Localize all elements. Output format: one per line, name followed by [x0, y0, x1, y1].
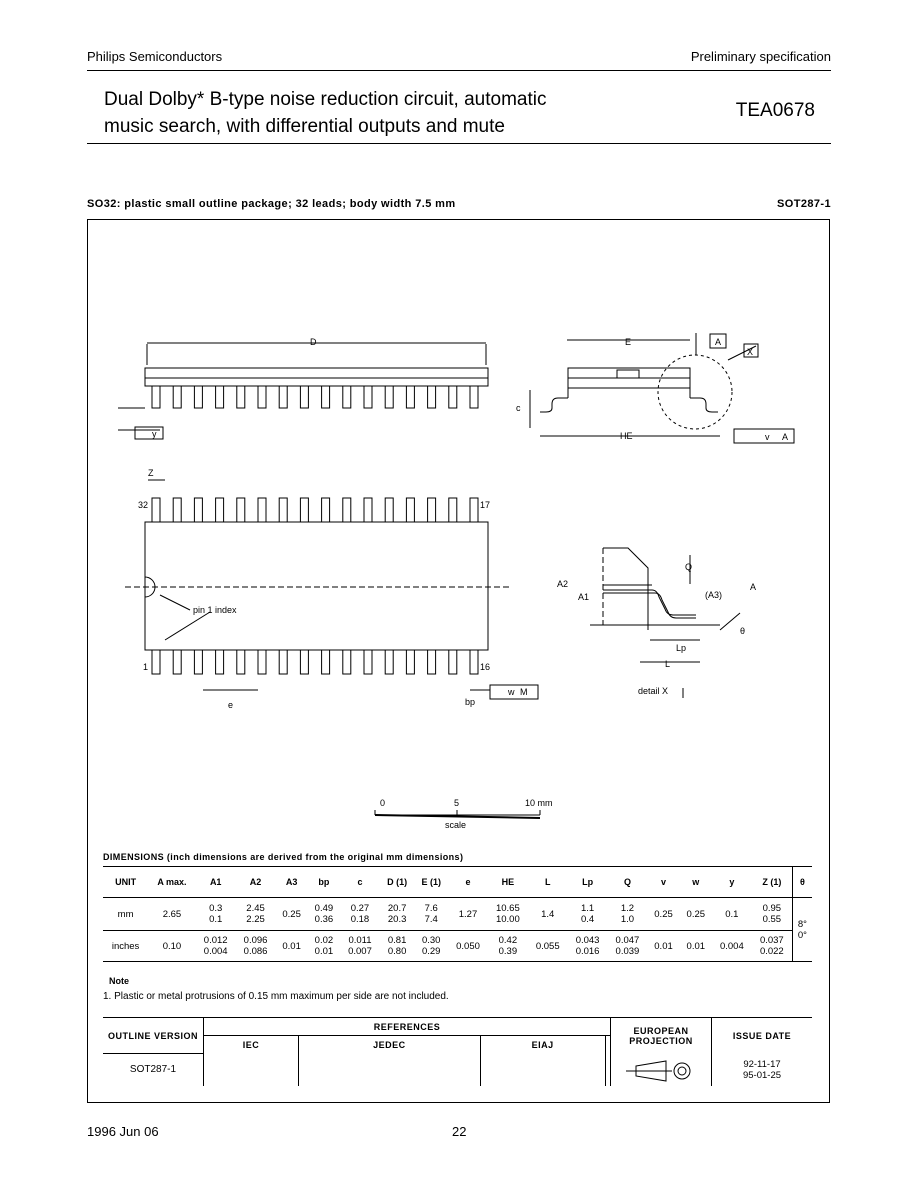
cell-a2-max: 2.45: [246, 903, 265, 914]
top-lead-lower: [300, 650, 308, 674]
cell-bp-min: 0.01: [314, 946, 334, 957]
dim-bp-label: bp: [465, 697, 476, 707]
note-heading: Note: [109, 976, 129, 986]
cell-bp-max: 0.49: [314, 903, 334, 914]
cell-a2-max: 0.096: [243, 935, 268, 946]
cell-q-max: 0.047: [615, 935, 640, 946]
dim-e-pitch-label: e: [228, 700, 234, 710]
cell-q: [608, 931, 648, 962]
table-row: [103, 931, 812, 962]
page-number: 22: [452, 1124, 467, 1139]
top-view: [125, 480, 538, 699]
dim-q-label: Q: [685, 562, 693, 572]
top-lead-upper: [300, 498, 308, 522]
col-z: Z (1): [752, 867, 793, 898]
cell-a1: [196, 898, 236, 931]
cell-z-max: 0.95: [762, 903, 782, 914]
projection-cell: [611, 1054, 712, 1086]
outline-version-header: OUTLINE VERSION: [103, 1018, 204, 1054]
side-lead: [152, 386, 160, 408]
cell-c-max: 0.27: [350, 903, 370, 914]
side-lead: [470, 386, 478, 408]
cell-e-pitch: 0.050: [448, 931, 488, 962]
cell-q-max: 1.2: [620, 903, 635, 914]
eiaj-header: EIAJ: [480, 1036, 605, 1054]
cell-he-min: 0.39: [498, 946, 518, 957]
top-lead-upper: [194, 498, 202, 522]
cell-bp: [308, 931, 340, 962]
top-lead-upper: [428, 498, 436, 522]
cell-a2-min: 0.086: [243, 946, 268, 957]
cell-c-min: 0.18: [350, 914, 370, 925]
cell-lp: [568, 931, 608, 962]
cell-unit: mm: [103, 898, 148, 931]
cell-lp: [568, 898, 608, 931]
col-y: y: [712, 867, 752, 898]
top-lead-lower: [343, 650, 351, 674]
tolerance-v-label: v: [765, 432, 770, 442]
side-lead: [216, 386, 224, 408]
dimensions-title: DIMENSIONS (inch dimensions are derived from the original mm dimensions): [103, 852, 464, 862]
side-lead: [406, 386, 414, 408]
detail-x: [590, 548, 740, 698]
top-lead-lower: [449, 650, 457, 674]
side-lead: [173, 386, 181, 408]
cell-d-min: 0.80: [387, 946, 407, 957]
top-lead-lower: [173, 650, 181, 674]
col-lp: Lp: [568, 867, 608, 898]
cell-y: 0.004: [712, 931, 752, 962]
top-lead-lower: [216, 650, 224, 674]
top-lead-upper: [279, 498, 287, 522]
projection-header: EUROPEAN PROJECTION: [611, 1018, 712, 1054]
col-a2: A2: [236, 867, 276, 898]
top-lead-lower: [322, 650, 330, 674]
cell-d: [380, 898, 414, 931]
cell-c-max: 0.011: [348, 935, 372, 946]
cell-v: 0.01: [647, 931, 679, 962]
flatness-y-label: y: [152, 429, 157, 439]
side-view: [118, 343, 488, 439]
cell-e-min: 7.4: [424, 914, 438, 925]
col-v: v: [647, 867, 679, 898]
cell-lp-min: 0.4: [580, 914, 595, 925]
package-code: SOT287-1: [777, 198, 831, 210]
col-d: D (1): [380, 867, 414, 898]
cell-d-max: 0.81: [387, 935, 407, 946]
cell-he-max: 0.42: [498, 935, 518, 946]
scale-bar: [375, 810, 540, 818]
reference-blank-header: [605, 1036, 610, 1054]
dim-d-label: D: [310, 337, 317, 347]
side-lead: [364, 386, 372, 408]
top-lead-lower: [428, 650, 436, 674]
side-lead: [428, 386, 436, 408]
col-a1: A1: [196, 867, 236, 898]
scale-tick-0: 0: [380, 798, 386, 808]
top-lead-lower: [406, 650, 414, 674]
side-lead: [385, 386, 393, 408]
cell-he-min: 10.00: [495, 914, 520, 925]
cell-a1-max: 0.012: [203, 935, 228, 946]
cell-e-max: 0.30: [421, 935, 441, 946]
cell-bp-max: 0.02: [314, 935, 334, 946]
title-line-1: Dual Dolby* B-type noise reduction circuit, automatic: [104, 89, 547, 110]
dimensions-table: [103, 866, 812, 962]
side-lead: [343, 386, 351, 408]
cell-a: 0.10: [148, 931, 196, 962]
cell-theta: [792, 898, 812, 962]
cell-a2: [236, 931, 276, 962]
cell-z-min: 0.022: [759, 946, 784, 957]
top-lead-upper: [470, 498, 478, 522]
part-number: TEA0678: [735, 100, 815, 121]
table-row: [103, 898, 812, 931]
dim-c-label: c: [516, 403, 521, 413]
side-lead: [258, 386, 266, 408]
top-lead-upper: [237, 498, 245, 522]
top-lead-lower: [237, 650, 245, 674]
dim-e-label: E: [625, 337, 632, 347]
cell-a1: [196, 931, 236, 962]
cell-a1-max: 0.3: [209, 903, 223, 914]
outline-version-value: SOT287-1: [103, 1054, 204, 1086]
top-lead-lower: [279, 650, 287, 674]
cell-l: 0.055: [528, 931, 568, 962]
tolerance-w-label: w: [508, 687, 515, 697]
title-line-2: music search, with differential outputs and mute: [104, 116, 505, 137]
col-unit: UNIT: [103, 867, 148, 898]
top-lead-lower: [194, 650, 202, 674]
cell-z: [752, 898, 793, 931]
cell-c: [340, 931, 380, 962]
top-lead-upper: [173, 498, 181, 522]
footer-date: 1996 Jun 06: [87, 1124, 159, 1139]
cell-a2-min: 2.25: [246, 914, 265, 925]
col-c: c: [340, 867, 380, 898]
cell-a1-min: 0.1: [209, 914, 223, 925]
cell-unit: inches: [103, 931, 148, 962]
cell-a: 2.65: [148, 898, 196, 931]
datum-a-label: A: [715, 337, 722, 347]
cell-a3: 0.25: [275, 898, 307, 931]
cell-a3: 0.01: [275, 931, 307, 962]
top-lead-upper: [406, 498, 414, 522]
dim-a2-label: A2: [557, 579, 569, 589]
cell-bp-min: 0.36: [314, 914, 334, 925]
pin-32-label: 32: [138, 500, 149, 510]
cell-lp-max: 0.043: [575, 935, 600, 946]
pin-1-index-label: pin 1 index: [193, 605, 237, 615]
top-lead-lower: [152, 650, 160, 674]
cell-e: [414, 931, 448, 962]
col-a3: A3: [275, 867, 307, 898]
scale-tick-10: 10 mm: [525, 798, 553, 808]
dim-a-label: A: [750, 582, 757, 592]
cell-lp-max: 1.1: [580, 903, 595, 914]
col-e: E (1): [414, 867, 448, 898]
side-lead: [279, 386, 287, 408]
col-a: A max.: [148, 867, 196, 898]
top-lead-upper: [449, 498, 457, 522]
top-lead-upper: [364, 498, 372, 522]
detail-x-caption: detail X: [638, 686, 669, 696]
detail-x-marker: X: [747, 347, 754, 357]
dim-he-label: HE: [620, 431, 633, 441]
company-name: Philips Semiconductors: [87, 49, 223, 64]
side-lead: [194, 386, 202, 408]
cell-e-pitch: 1.27: [448, 898, 488, 931]
scale-tick-5: 5: [454, 798, 460, 808]
top-lead-upper: [385, 498, 393, 522]
col-w: w: [680, 867, 712, 898]
cell-c-min: 0.007: [348, 946, 372, 957]
top-lead-lower: [258, 650, 266, 674]
col-theta: θ: [792, 867, 812, 898]
cell-w: 0.25: [680, 898, 712, 931]
col-l: L: [528, 867, 568, 898]
cell-q-min: 0.039: [615, 946, 640, 957]
cell-l: 1.4: [528, 898, 568, 931]
top-lead-upper: [258, 498, 266, 522]
cell-q: [608, 898, 648, 931]
cell-q-min: 1.0: [620, 914, 635, 925]
top-lead-upper: [343, 498, 351, 522]
top-lead-lower: [385, 650, 393, 674]
cell-z-max: 0.037: [759, 935, 784, 946]
issue-date-cell: [712, 1054, 813, 1086]
cell-z: [752, 931, 793, 962]
side-lead: [237, 386, 245, 408]
top-lead-upper: [216, 498, 224, 522]
top-lead-upper: [152, 498, 160, 522]
document-type: Preliminary specification: [690, 49, 831, 64]
dim-z-label: Z: [148, 468, 154, 478]
cell-he: [488, 898, 528, 931]
iec-header: IEC: [204, 1036, 299, 1054]
col-q: Q: [608, 867, 648, 898]
cell-lp-min: 0.016: [575, 946, 600, 957]
scale-label: scale: [445, 820, 467, 830]
cell-theta-max: 8°: [797, 918, 807, 930]
cell-he-max: 10.65: [495, 903, 520, 914]
pin-17-label: 17: [480, 500, 491, 510]
cell-e: [414, 898, 448, 931]
end-view: [530, 333, 794, 443]
dim-a1-label: A1: [578, 592, 590, 602]
cell-d-max: 20.7: [387, 903, 407, 914]
side-lead: [449, 386, 457, 408]
package-description: SO32: plastic small outline package; 32 leads; body width 7.5 mm: [87, 198, 456, 210]
eiaj-value: [480, 1054, 605, 1086]
cell-he: [488, 931, 528, 962]
tolerance-a-ref: A: [782, 432, 789, 442]
cell-z-min: 0.55: [762, 914, 782, 925]
jedec-header: JEDEC: [298, 1036, 480, 1054]
dimensions-header-row: [103, 867, 812, 898]
cell-a2: [236, 898, 276, 931]
top-lead-lower: [470, 650, 478, 674]
dim-lp-label: Lp: [676, 643, 687, 653]
references-header: REFERENCES: [204, 1018, 611, 1036]
pin-1-label: 1: [143, 662, 149, 672]
references-table: [103, 1017, 812, 1086]
cell-w: 0.01: [680, 931, 712, 962]
issue-date-1: 92-11-17: [743, 1058, 781, 1070]
cell-v: 0.25: [647, 898, 679, 931]
cell-theta-min: 0°: [797, 929, 807, 941]
issue-date-2: 95-01-25: [742, 1069, 782, 1081]
cell-a1-min: 0.004: [203, 946, 228, 957]
dim-a3-label: (A3): [705, 590, 723, 600]
angle-theta-label: θ: [740, 626, 746, 636]
pin-16-label: 16: [480, 662, 491, 672]
issue-date-header: ISSUE DATE: [712, 1018, 813, 1054]
jedec-value: [298, 1054, 480, 1086]
cell-bp: [308, 898, 340, 931]
side-lead: [300, 386, 308, 408]
top-lead-upper: [322, 498, 330, 522]
cell-d-min: 20.3: [387, 914, 407, 925]
col-e-pitch: e: [448, 867, 488, 898]
tolerance-m-label: M: [520, 687, 528, 697]
side-lead: [322, 386, 330, 408]
cell-y: 0.1: [712, 898, 752, 931]
top-lead-lower: [364, 650, 372, 674]
cell-c: [340, 898, 380, 931]
cell-d: [380, 931, 414, 962]
col-he: HE: [488, 867, 528, 898]
cell-e-max: 7.6: [424, 903, 438, 914]
iec-value: [204, 1054, 299, 1086]
col-bp: bp: [308, 867, 340, 898]
cell-e-min: 0.29: [421, 946, 441, 957]
dim-l-label: L: [665, 659, 671, 669]
note-text: 1. Plastic or metal protrusions of 0.15 mm maximum per side are not included.: [103, 991, 449, 1002]
